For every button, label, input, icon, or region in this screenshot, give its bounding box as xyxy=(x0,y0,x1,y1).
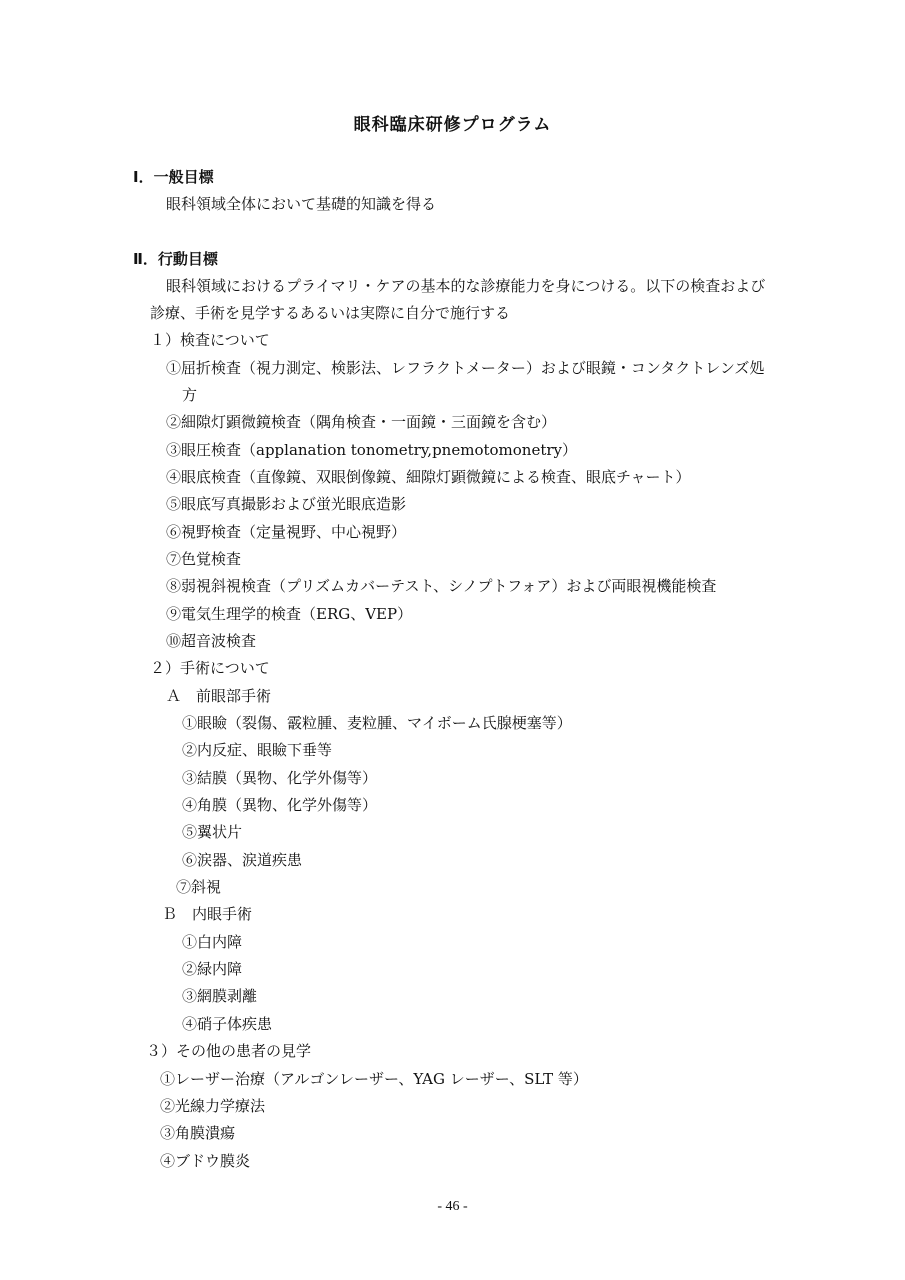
section-1-heading: Ⅰ．一般目標 xyxy=(133,168,214,186)
list-item: ⑤眼底写真撮影および蛍光眼底造影 xyxy=(166,495,407,513)
subsection-3-heading: ３）その他の患者の見学 xyxy=(146,1042,312,1060)
list-item: ⑨電気生理学的検査（ERG、VEP） xyxy=(166,605,413,623)
list-item: ⑤翼状片 xyxy=(182,823,243,841)
list-item: ③網膜剥離 xyxy=(182,987,258,1005)
list-item: ⑧弱視斜視検査（プリズムカバーテスト、シノプトフォア）および両眼視機能検査 xyxy=(166,577,717,595)
subsection-1-heading: １）検査について xyxy=(150,331,270,349)
section-2-intro-line-1: 眼科領域におけるプライマリ・ケアの基本的な診療能力を身につける。以下の検査および xyxy=(166,277,766,295)
section-2-heading: Ⅱ．行動目標 xyxy=(133,250,218,268)
list-item: ①白内障 xyxy=(182,933,243,951)
list-item: ⑥視野検査（定量視野、中心視野） xyxy=(166,523,407,541)
list-item: ④角膜（異物、化学外傷等） xyxy=(182,796,378,814)
list-item: ②光線力学療法 xyxy=(160,1097,266,1115)
page-number: - 46 - xyxy=(437,1199,468,1214)
list-item: ②細隙灯顕微鏡検査（隅角検査・一面鏡・三面鏡を含む） xyxy=(166,413,557,431)
subsection-2-heading: ２）手術について xyxy=(150,659,270,677)
list-item: ⑦斜視 xyxy=(176,878,222,896)
list-item: ③結膜（異物、化学外傷等） xyxy=(182,769,378,787)
list-item: ④ブドウ膜炎 xyxy=(160,1152,251,1170)
list-item: ②内反症、眼瞼下垂等 xyxy=(182,741,333,759)
list-item: 方 xyxy=(182,386,198,404)
list-item: ②緑内障 xyxy=(182,960,243,978)
list-item: ①眼瞼（裂傷、霰粒腫、麦粒腫、マイボーム氏腺梗塞等） xyxy=(182,714,572,732)
list-item: ③角膜潰瘍 xyxy=(160,1124,236,1142)
list-item: ④眼底検査（直像鏡、双眼倒像鏡、細隙灯顕微鏡による検査、眼底チャート） xyxy=(166,468,691,486)
list-item: ⑦色覚検査 xyxy=(166,550,242,568)
section-2-intro-line-2: 診療、手術を見学するあるいは実際に自分で施行する xyxy=(150,304,511,322)
list-item: ①レーザー治療（アルゴンレーザー、YAG レーザー、SLT 等） xyxy=(160,1070,588,1088)
section-1-text: 眼科領域全体において基礎的知識を得る xyxy=(166,195,437,213)
list-item: ③眼圧検査（applanation tonometry,pnemotomonetry） xyxy=(166,441,577,459)
list-item: ⑥涙器、涙道疾患 xyxy=(182,851,303,869)
list-item: ⑩超音波検査 xyxy=(166,632,257,650)
group-a-heading: Ａ 前眼部手術 xyxy=(166,687,272,705)
list-item: ①屈折検査（視力測定、検影法、レフラクトメーター）および眼鏡・コンタクトレンズ処 xyxy=(166,359,765,377)
group-b-heading: Ｂ 内眼手術 xyxy=(162,905,253,923)
list-item: ④硝子体疾患 xyxy=(182,1015,273,1033)
page-title: 眼科臨床研修プログラム xyxy=(353,115,552,135)
